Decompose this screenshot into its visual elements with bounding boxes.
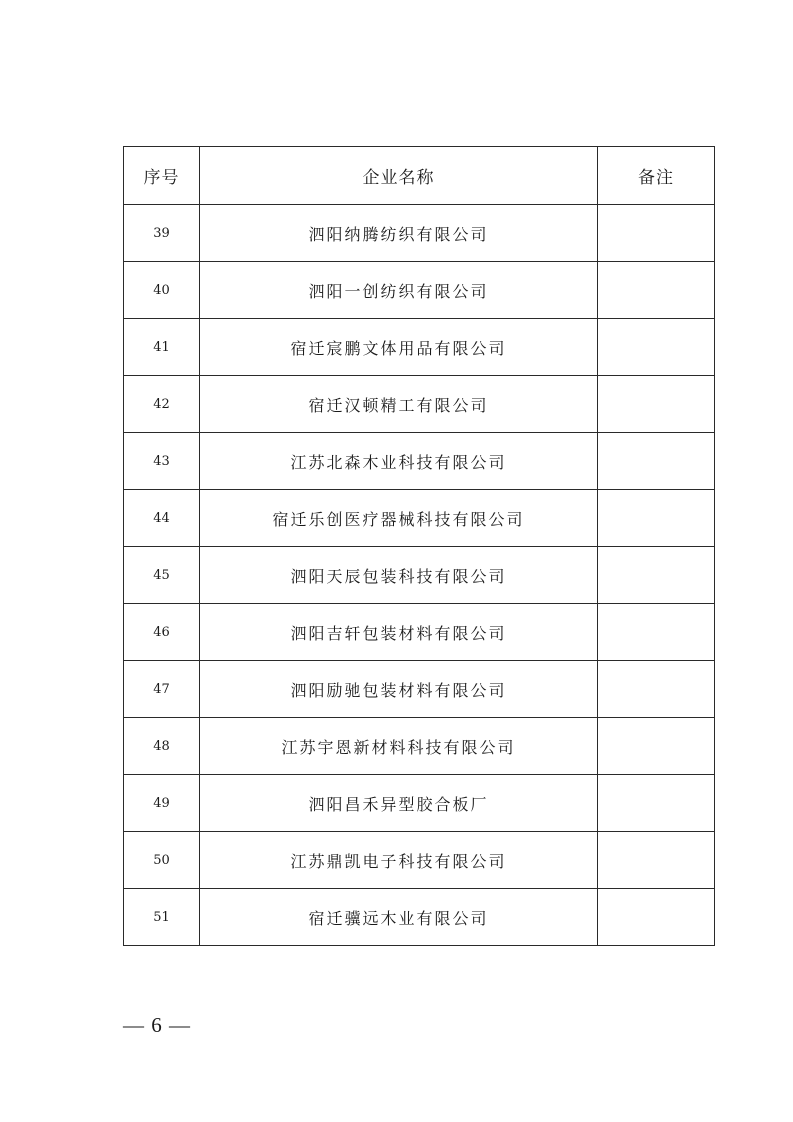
company-name: 宿迁宸鹏文体用品有限公司 (200, 319, 598, 376)
row-note (598, 661, 715, 718)
row-note (598, 889, 715, 946)
table-row (124, 433, 715, 490)
row-number: 40 (124, 262, 200, 319)
table-row (124, 319, 715, 376)
row-note (598, 376, 715, 433)
company-name: 泗阳吉轩包装材料有限公司 (200, 604, 598, 661)
row-number: 50 (124, 832, 200, 889)
table-row (124, 889, 715, 946)
table-header-row (124, 147, 715, 205)
company-name: 宿迁乐创医疗器械科技有限公司 (200, 490, 598, 547)
row-note (598, 832, 715, 889)
table-row (124, 604, 715, 661)
company-name: 泗阳天辰包装科技有限公司 (200, 547, 598, 604)
row-note (598, 547, 715, 604)
table-row (124, 832, 715, 889)
row-number: 49 (124, 775, 200, 832)
row-number: 39 (124, 205, 200, 262)
table-row (124, 490, 715, 547)
company-name: 江苏宇恩新材料科技有限公司 (200, 718, 598, 775)
company-name: 泗阳励驰包装材料有限公司 (200, 661, 598, 718)
row-number: 42 (124, 376, 200, 433)
row-note (598, 775, 715, 832)
company-name: 泗阳昌禾异型胶合板厂 (200, 775, 598, 832)
company-name: 江苏鼎凯电子科技有限公司 (200, 832, 598, 889)
row-number: 45 (124, 547, 200, 604)
table-body (124, 205, 715, 946)
company-name: 宿迁骥远木业有限公司 (200, 889, 598, 946)
row-note (598, 604, 715, 661)
row-number: 41 (124, 319, 200, 376)
table-row (124, 718, 715, 775)
row-number: 51 (124, 889, 200, 946)
row-number: 46 (124, 604, 200, 661)
row-note (598, 433, 715, 490)
row-note (598, 490, 715, 547)
row-note (598, 262, 715, 319)
table-row (124, 205, 715, 262)
header-note: 备注 (598, 147, 715, 205)
page-number: — 6 — (123, 1013, 191, 1037)
table-row (124, 547, 715, 604)
company-table (123, 146, 715, 946)
row-number: 48 (124, 718, 200, 775)
table-row (124, 661, 715, 718)
row-number: 44 (124, 490, 200, 547)
header-company-name: 企业名称 (200, 147, 598, 205)
row-note (598, 205, 715, 262)
company-name: 宿迁汉顿精工有限公司 (200, 376, 598, 433)
company-name: 江苏北森木业科技有限公司 (200, 433, 598, 490)
row-note (598, 718, 715, 775)
table-row (124, 775, 715, 832)
company-name: 泗阳一创纺织有限公司 (200, 262, 598, 319)
row-number: 47 (124, 661, 200, 718)
row-number: 43 (124, 433, 200, 490)
header-number: 序号 (124, 147, 200, 205)
company-name: 泗阳纳腾纺织有限公司 (200, 205, 598, 262)
row-note (598, 319, 715, 376)
table-row (124, 262, 715, 319)
table-row (124, 376, 715, 433)
